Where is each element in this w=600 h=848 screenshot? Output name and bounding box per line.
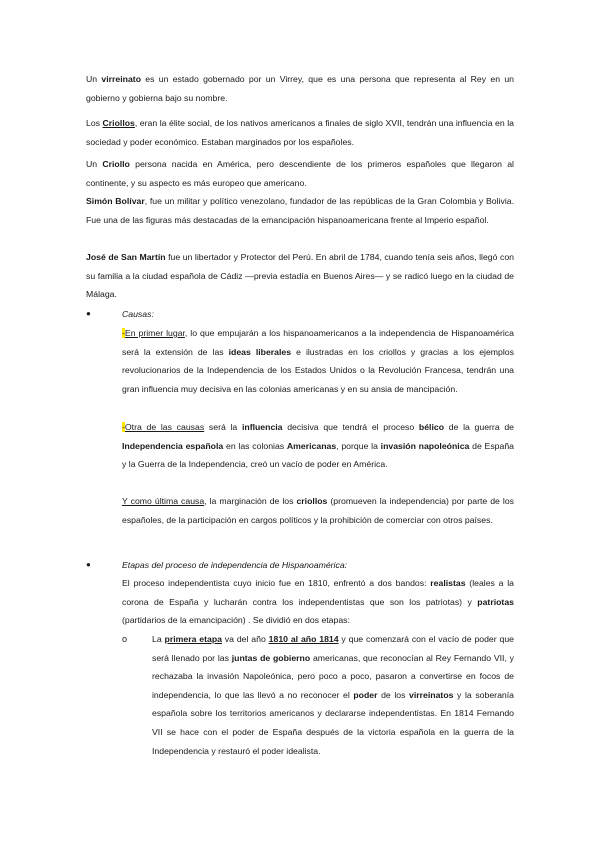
underlined-text: Y como última causa [122,496,205,506]
text: , eran la élite social, de los nativos americanos a finales de siglo XVII, tendrán una influencia en la sociedad y poder económico. Estaban marginados por los españoles. [86,118,514,147]
paragraph-criollos [86,114,514,151]
text: y la soberanía española sobre los territorios americanos y declararse independentistas. En 1814 Fernando VII se hace con el poder de España después de la victoria española en la guerra de la Independencia y restauró el poder idealista. [152,689,514,756]
term-juntas-de-gobierno: juntas de gobierno [231,652,311,663]
text: persona nacida en América, pero descendiente de los primeros españoles que llegaron al continente, y su aspecto es más europeo que americano. [86,159,514,188]
term-patriotas: patriotas [477,596,514,607]
text: va del año [221,634,269,644]
text: (partidarios de la emancipación) . Se dividió en dos etapas: [122,615,350,626]
term-ideas-liberales: ideas liberales [228,346,292,357]
text: y que comenzará con el vacío de poder que será llenado por las [152,634,515,663]
text: Un [86,74,102,84]
term-san-martin: José de San Martín [86,252,166,262]
heading-causas: Causas: [122,309,154,319]
heading-etapas: Etapas del proceso de independencia de Hispanoamérica: [122,560,348,570]
term-realistas: realistas [430,578,466,588]
paragraph-causa-3 [122,492,514,529]
text: La [152,634,165,644]
text: Un [86,159,103,169]
highlight-mark: - [122,422,125,432]
term-influencia: influencia [241,422,283,432]
underlined-text: En primer lugar [124,328,185,338]
term-belico: bélico [418,422,445,432]
term-virreinato: virreinato [101,74,141,84]
bullet-etapas: ● [86,560,91,569]
text: , la marginación de los [204,496,297,506]
term-americanas: Americanas [286,440,337,451]
sub-bullet: o [122,634,128,644]
text: de los [377,689,410,700]
text: es un estado gobernado por un Virrey, que es una persona que representa al Rey en un gobierno y gobierna bajo su nombre. [86,74,515,103]
text: de la guerra de [444,422,515,432]
text: (promueven la independencia) por parte de los españoles, de la participación en cargos políticos y la prohibición de comerciar con otros países. [122,496,514,525]
text: Los [86,118,103,128]
underlined-text: Otra de las causas [124,422,205,432]
text: de España y la Guerra de la Independencia, creó un vacío de poder en América. [122,440,514,470]
paragraph-simon-bolivar [86,192,514,229]
text: , lo que empujarán a los hispanoamericanos a la independencia de Hispanoamérica será la extensión de las [122,328,514,357]
text: , porque la [336,440,381,451]
text: en las colonias [223,440,287,451]
text: (leales a la corona de España y lucharán contra los independentistas que son los patriotas) y [122,578,514,607]
term-criollos: Criollos [102,118,135,128]
paragraph-san-martin [86,248,514,304]
text: será la [204,422,242,432]
text: El proceso independentista cuyo inicio fue en 1810, enfrentó a dos bandos: [122,578,431,588]
term-virreinatos: virreinatos [409,689,454,700]
paragraph-criollo [86,155,514,192]
text: e ilustradas en los criollos y gracias a los ejemplos revolucionarios de la Independencia de los Estados Unidos o la Revolución Francesa, tendrán una gran influencia muy decisiva en las colonias americanas y en su ansia de mancipación. [122,346,514,394]
term-1810-1814: 1810 al año 1814 [268,634,339,644]
term-poder: poder [353,689,378,700]
paragraph-etapas-intro [122,574,514,630]
term-simon-bolivar: Simón Bolívar [86,196,145,206]
term-invasion-napoleonica: invasión napoleónica [380,440,470,451]
highlight-mark: - [122,328,125,338]
text: decisiva que tendrá el proceso [282,422,419,432]
text: , fue un militar y político venezolano, fundador de las repúblicas de la Gran Colombia y Bolivia. Fue una de las figuras más destacadas de la emancipación hispanoamericana frente al Imperio español. [86,196,514,225]
bullet-causas: ● [86,309,91,318]
term-primera-etapa: primera etapa [164,634,222,644]
paragraph-primera-etapa [152,630,514,760]
paragraph-virreinato [86,70,514,107]
paragraph-causa-1 [122,324,514,398]
text: americanas, que reconocían al Rey Fernando VII, y rechazaba la invasión Napoleónica, pero poco a poco, pasaron a convertirse en focos de independencia, lo que las llevó a no reconocer el [152,652,515,700]
term-criollos: criollos [296,496,328,506]
text: fue un libertador y Protector del Perú. En abril de 1784, cuando tenía seis años, llegó con su familia a la ciudad española de Cádiz —previa estadía en Buenos Aires— y se radicó luego en la ciudad de Málaga. [86,252,514,300]
term-independencia-espanola: Independencia española [122,440,224,451]
term-criollo: Criollo [102,159,130,169]
paragraph-causa-2 [122,418,514,474]
